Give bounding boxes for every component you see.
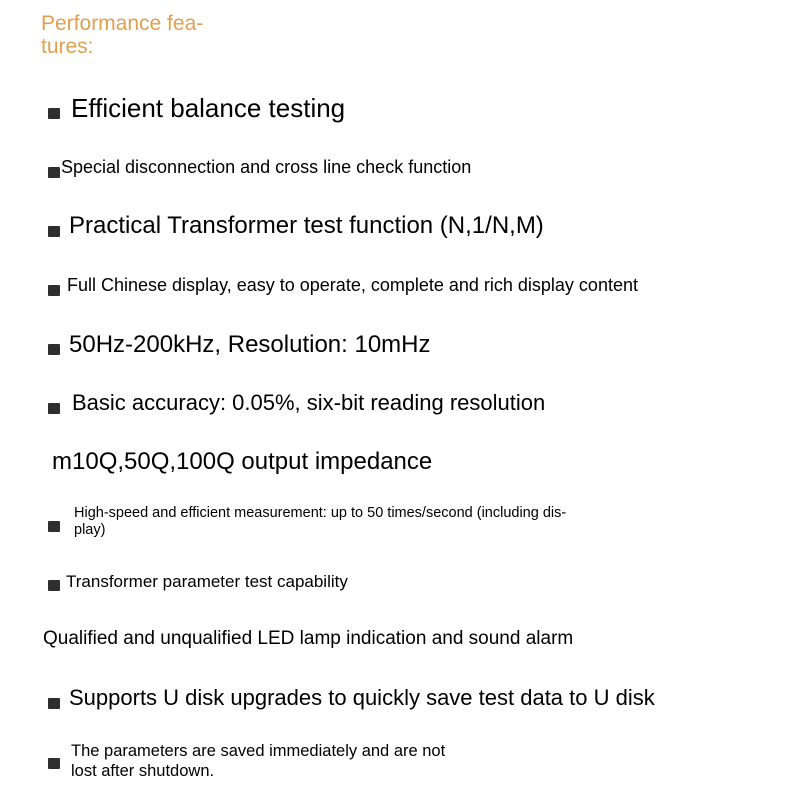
square-bullet-icon — [48, 521, 60, 532]
square-bullet-icon — [48, 580, 60, 591]
feature-item: Practical Transformer test function (N,1/N,M) — [69, 212, 544, 239]
square-bullet-icon — [48, 403, 60, 414]
feature-item: Supports U disk upgrades to quickly save test data to U disk — [69, 685, 655, 710]
feature-item: 50Hz-200kHz, Resolution: 10mHz — [69, 331, 431, 358]
feature-item: Efficient balance testing — [71, 93, 346, 123]
feature-item: Qualified and unqualified LED lamp indication and sound alarm — [43, 628, 574, 649]
square-bullet-icon — [48, 226, 60, 237]
square-bullet-icon — [48, 344, 60, 355]
square-bullet-icon — [48, 285, 60, 296]
feature-item: Full Chinese display, easy to operate, complete and rich display content — [67, 275, 638, 295]
square-bullet-icon — [48, 108, 60, 119]
square-bullet-icon — [48, 167, 60, 178]
feature-item: Special disconnection and cross line check function — [61, 157, 472, 177]
section-heading: Performance fea- tures: — [41, 12, 204, 58]
feature-item: Transformer parameter test capability — [66, 572, 348, 591]
feature-item: Basic accuracy: 0.05%, six-bit reading resolution — [72, 390, 546, 415]
square-bullet-icon — [48, 698, 60, 709]
square-bullet-icon — [48, 758, 60, 769]
feature-item: High-speed and efficient measurement: up to 50 times/second (including dis- play) — [74, 505, 567, 538]
feature-item: m10Q,50Q,100Q output impedance — [52, 448, 433, 475]
feature-item: The parameters are saved immediately and are not lost after shutdown. — [71, 742, 446, 780]
